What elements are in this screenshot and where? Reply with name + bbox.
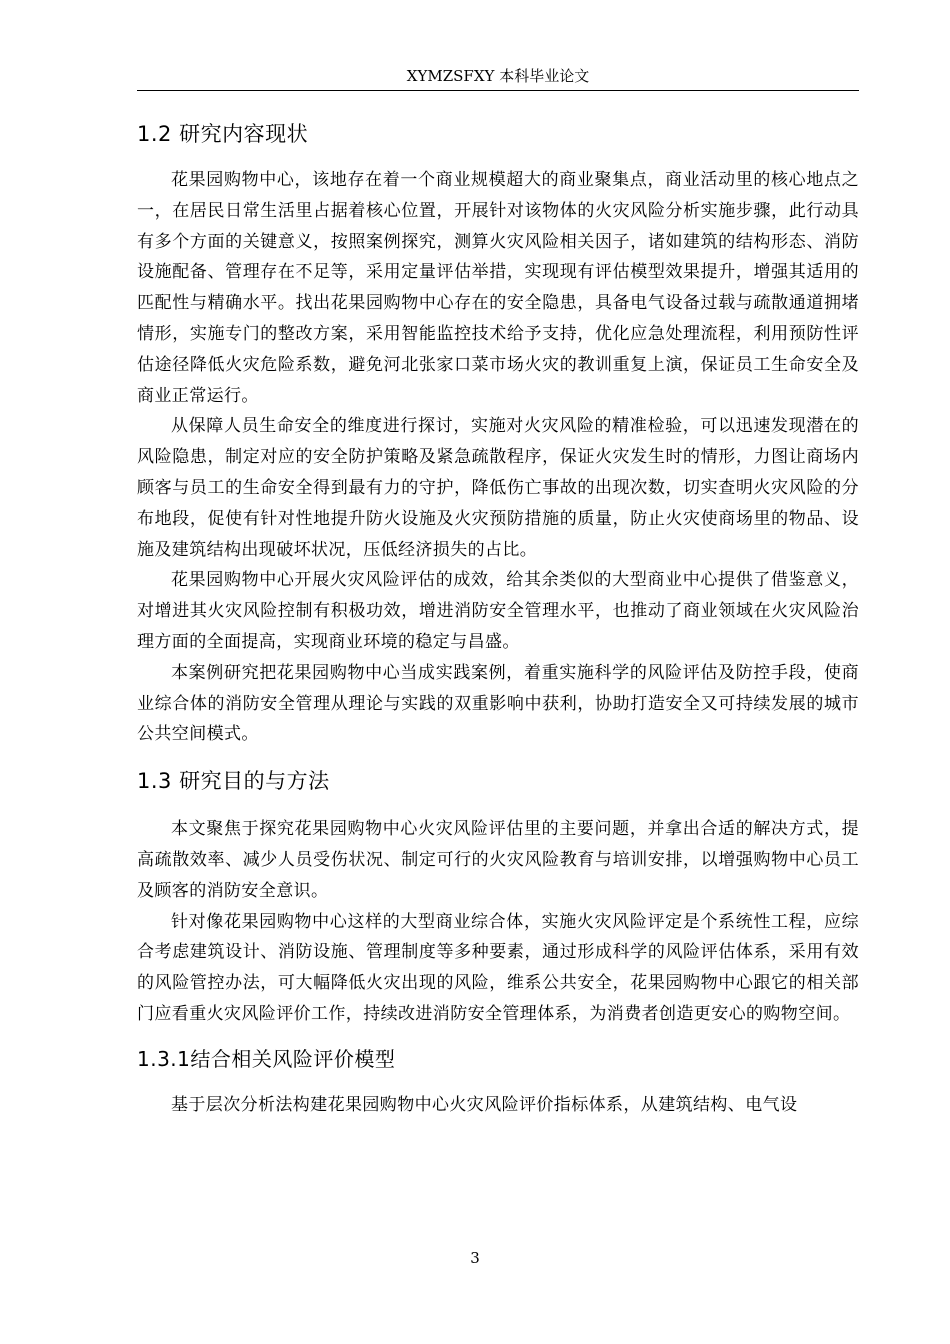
paragraph: 从保障人员生命安全的维度进行探讨，实施对火灾风险的精准检验，可以迅速发现潜在的风险隐患，制定对应的安全防护策略及紧急疏散程序，保证火灾发生时的情形，力图让商场内顾客与员工的生命安全得到最有力的守护，降低伤亡事故的出现次数，切实查明火灾风险的分布地段，促使有针对性地提升防火设施及火灾预防措施的质量，防止火灾使商场里的物品、设施及建筑结构出现破坏状况，压低经济损失的占比。 (137, 416, 859, 560)
paragraph: 本文聚焦于探究花果园购物中心火灾风险评估里的主要问题，并拿出合适的解决方式，提高疏散效率、减少人员受伤状况、制定可行的火灾风险教育与培训安排，以增强购物中心员工及顾客的消防安全意识。 (137, 819, 859, 901)
paragraph: 基于层次分析法构建花果园购物中心火灾风险评价指标体系，从建筑结构、电气设 (171, 1094, 798, 1115)
document-body (137, 110, 859, 1121)
paragraph: 本案例研究把花果园购物中心当成实践案例，着重实施科学的风险评估及防控手段，使商业综合体的消防安全管理从理论与实践的双重影响中获利，协助打造安全又可持续发展的城市公共空间模式。 (137, 662, 859, 745)
section-heading-1-2: 1.2 研究内容现状 (137, 122, 309, 146)
section-heading-1-3: 1.3 研究目的与方法 (137, 769, 330, 794)
paragraph: 针对像花果园购物中心这样的大型商业综合体，实施火灾风险评定是个系统性工程，应综合考虑建筑设计、消防设施、管理制度等多种要素，通过形成科学的风险评估体系，采用有效的风险管控办法，可大幅降低火灾出现的风险，维系公共安全，花果园购物中心跟它的相关部门应看重火灾风险评价工作，持续改进消防安全管理体系，为消费者创造更安心的购物空间。 (137, 911, 859, 1024)
paragraph: 花果园购物中心开展火灾风险评估的成效，给其余类似的大型商业中心提供了借鉴意义，对增进其火灾风险控制有积极功效，增进消防安全管理水平，也推动了商业领域在火灾风险治理方面的全面提高，实现商业环境的稳定与昌盛。 (137, 570, 859, 652)
page-number: 3 (470, 1249, 480, 1267)
section-heading-1-3-1: 1.3.1结合相关风险评价模型 (137, 1046, 396, 1071)
paragraph: 花果园购物中心，该地存在着一个商业规模超大的商业聚集点，商业活动里的核心地点之一，在居民日常生活里占据着核心位置，开展针对该物体的火灾风险分析实施步骤，此行动具有多个方面的关键意义，按照案例探究，测算火灾风险相关因子，诸如建筑的结构形态、消防设施配备、管理存在不足等，采用定量评估举措，实现现有评估模型效果提升，增强其适用的匹配性与精确水平。找出花果园购物中心存在的安全隐患，具备电气设备过载与疏散通道拥堵情形，实施专门的整改方案，采用智能监控技术给予支持，优化应急处理流程，利用预防性评估途径降低火灾危险系数，避免河北张家口菜市场火灾的教训重复上演，保证员工生命安全及商业正常运行。 (137, 170, 859, 406)
header-title: XYMZSFXY 本科毕业论文 (406, 67, 590, 85)
page-header (137, 63, 859, 91)
